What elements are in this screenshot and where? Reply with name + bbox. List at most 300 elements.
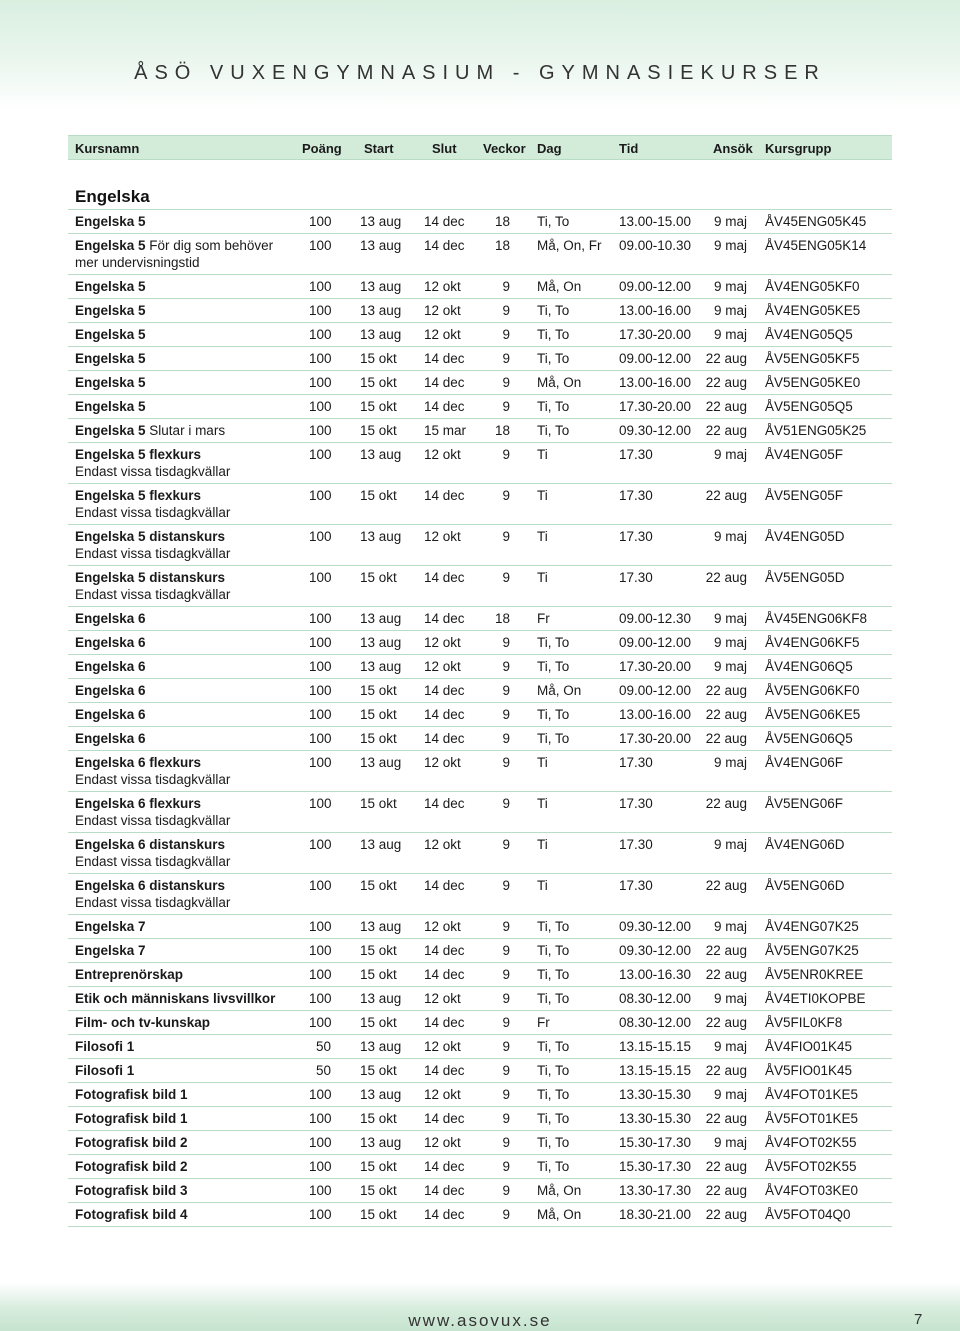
cell-points: 100 <box>309 683 332 698</box>
col-header-start: Start <box>364 141 394 156</box>
cell-time: 09.00-12.30 <box>619 611 692 626</box>
cell-group: ÅV4ENG05Q5 <box>765 327 853 342</box>
course-name: Fotografisk bild 2 <box>75 1159 188 1174</box>
cell-course-name <box>75 1111 188 1126</box>
cell-weeks: 9 <box>502 1159 510 1174</box>
cell-points: 100 <box>309 991 332 1006</box>
cell-course-name <box>75 796 201 811</box>
cell-group: ÅV45ENG06KF8 <box>765 611 868 626</box>
cell-apply: 9 maj <box>713 919 747 934</box>
cell-start: 13 aug <box>360 919 402 934</box>
table-row <box>68 1203 892 1227</box>
cell-end: 14 dec <box>424 611 465 626</box>
cell-end: 15 mar <box>424 423 467 438</box>
cell-group: ÅV45ENG05K14 <box>765 238 867 253</box>
table-header <box>68 135 892 160</box>
cell-apply: 22 aug <box>705 707 747 722</box>
cell-points: 100 <box>309 570 332 585</box>
cell-apply: 9 maj <box>713 611 747 626</box>
table-row <box>68 1131 892 1155</box>
cell-course-name <box>75 529 225 544</box>
cell-course-name <box>75 214 146 229</box>
table-row <box>68 1155 892 1179</box>
cell-group: ÅV4ENG05KF0 <box>765 279 860 294</box>
table-row <box>68 299 892 323</box>
cell-day: Ti, To <box>537 659 570 674</box>
table-row <box>68 939 892 963</box>
cell-end: 14 dec <box>424 943 465 958</box>
course-name: Film- och tv-kunskap <box>75 1015 211 1030</box>
course-name: Engelska 6 <box>75 707 146 722</box>
cell-apply: 9 maj <box>713 837 747 852</box>
cell-course-name <box>75 327 146 342</box>
cell-time: 18.30-21.00 <box>619 1207 692 1222</box>
cell-start: 15 okt <box>360 1183 397 1198</box>
cell-group: ÅV4ENG05KE5 <box>765 303 861 318</box>
course-subnote: Endast vissa tisdagkvällar <box>75 505 231 520</box>
course-name: Filosofi 1 <box>75 1039 135 1054</box>
course-name: Filosofi 1 <box>75 1063 135 1078</box>
cell-course-name <box>75 351 146 366</box>
cell-course-name <box>75 1039 134 1054</box>
cell-course-name <box>75 375 146 390</box>
footer-url[interactable]: www.asovux.se <box>408 1311 552 1330</box>
cell-time: 17.30-20.00 <box>619 327 692 342</box>
page-number: 7 <box>914 1311 923 1328</box>
cell-points: 100 <box>309 1087 332 1102</box>
cell-start: 15 okt <box>360 1111 397 1126</box>
cell-end: 12 okt <box>424 991 461 1006</box>
cell-apply: 22 aug <box>705 351 747 366</box>
cell-day: Fr <box>537 1015 550 1030</box>
col-header-day: Dag <box>537 141 562 156</box>
cell-weeks: 9 <box>502 327 510 342</box>
course-subnote: Endast vissa tisdagkvällar <box>75 895 231 910</box>
cell-day: Må, On <box>537 279 582 294</box>
cell-start: 13 aug <box>360 1135 402 1150</box>
course-name: Engelska 5 <box>75 423 146 438</box>
cell-start: 13 aug <box>360 327 402 342</box>
course-name: Fotografisk bild 4 <box>75 1207 188 1222</box>
cell-apply: 22 aug <box>705 967 747 982</box>
cell-points: 100 <box>309 1159 332 1174</box>
cell-day: Ti, To <box>537 351 570 366</box>
cell-points: 100 <box>309 796 332 811</box>
header-band <box>0 0 960 110</box>
cell-group: ÅV4FOT01KE5 <box>765 1087 859 1102</box>
section-title: Engelska <box>75 187 150 206</box>
cell-day: Ti, To <box>537 967 570 982</box>
course-subnote: Endast vissa tisdagkvällar <box>75 854 231 869</box>
cell-course-name <box>75 878 225 893</box>
cell-end: 12 okt <box>424 659 461 674</box>
cell-apply: 9 maj <box>713 529 747 544</box>
cell-points: 50 <box>315 1039 331 1054</box>
cell-day: Ti, To <box>537 1111 570 1126</box>
cell-time: 17.30 <box>619 447 653 462</box>
course-subnote: Endast vissa tisdagkvällar <box>75 772 231 787</box>
cell-end: 14 dec <box>424 1111 465 1126</box>
cell-day: Ti, To <box>537 1063 570 1078</box>
cell-points: 100 <box>309 447 332 462</box>
cell-time: 17.30-20.00 <box>619 731 692 746</box>
cell-time: 17.30-20.00 <box>619 399 692 414</box>
cell-points: 100 <box>309 1207 332 1222</box>
cell-start: 15 okt <box>360 1159 397 1174</box>
cell-start: 15 okt <box>360 1063 397 1078</box>
course-name: Fotografisk bild 2 <box>75 1135 188 1150</box>
cell-weeks: 9 <box>502 488 510 503</box>
course-name: Fotografisk bild 3 <box>75 1183 188 1198</box>
cell-start: 13 aug <box>360 635 402 650</box>
course-name: Engelska 6 <box>75 731 146 746</box>
cell-weeks: 9 <box>502 351 510 366</box>
cell-time: 09.30-12.00 <box>619 423 692 438</box>
cell-course-name <box>75 755 201 770</box>
cell-apply: 22 aug <box>705 1015 747 1030</box>
course-name: Entreprenörskap <box>75 967 184 982</box>
cell-start: 15 okt <box>360 943 397 958</box>
cell-points: 100 <box>309 1015 332 1030</box>
cell-group: ÅV4ENG06Q5 <box>765 659 853 674</box>
course-name: Engelska 6 <box>75 659 146 674</box>
course-name: Engelska 5 flexkurs <box>75 447 202 462</box>
cell-time: 15.30-17.30 <box>619 1135 692 1150</box>
cell-time: 17.30 <box>619 529 653 544</box>
course-name: Engelska 5 <box>75 375 146 390</box>
cell-points: 100 <box>309 375 332 390</box>
course-name: Engelska 6 <box>75 611 146 626</box>
cell-apply: 9 maj <box>713 327 747 342</box>
cell-day: Ti, To <box>537 943 570 958</box>
cell-points: 50 <box>315 1063 331 1078</box>
table-row <box>68 1035 892 1059</box>
cell-end: 14 dec <box>424 214 465 229</box>
cell-group: ÅV4FOT03KE0 <box>765 1183 859 1198</box>
cell-day: Ti <box>537 878 548 893</box>
cell-group: ÅV4ENG05F <box>765 447 844 462</box>
cell-weeks: 9 <box>502 878 510 893</box>
course-name: Engelska 5 <box>75 303 146 318</box>
cell-apply: 22 aug <box>705 1111 747 1126</box>
course-name: Engelska 7 <box>75 943 146 958</box>
cell-time: 08.30-12.00 <box>619 1015 692 1030</box>
table-row <box>68 484 892 525</box>
cell-apply: 9 maj <box>713 755 747 770</box>
cell-start: 15 okt <box>360 399 397 414</box>
cell-points: 100 <box>309 529 332 544</box>
cell-weeks: 18 <box>494 423 510 438</box>
page-title: ÅSÖ VUXENGYMNASIUM - GYMNASIEKURSER <box>134 62 826 84</box>
section-heading <box>68 160 892 210</box>
cell-start: 15 okt <box>360 878 397 893</box>
cell-end: 14 dec <box>424 238 465 253</box>
course-name: Engelska 7 <box>75 919 146 934</box>
cell-weeks: 9 <box>502 919 510 934</box>
cell-day: Ti, To <box>537 423 570 438</box>
cell-end: 12 okt <box>424 447 461 462</box>
cell-weeks: 9 <box>502 1087 510 1102</box>
cell-start: 15 okt <box>360 570 397 585</box>
cell-points: 100 <box>309 1135 332 1150</box>
cell-course-name <box>75 423 225 438</box>
cell-time: 09.00-12.00 <box>619 351 692 366</box>
cell-day: Ti <box>537 837 548 852</box>
cell-apply: 9 maj <box>713 635 747 650</box>
cell-course-name <box>75 1015 210 1030</box>
cell-end: 14 dec <box>424 878 465 893</box>
cell-day: Må, On <box>537 375 582 390</box>
cell-day: Ti, To <box>537 1135 570 1150</box>
table-row <box>68 1011 892 1035</box>
course-name: Engelska 5 <box>75 327 146 342</box>
table-row <box>68 1107 892 1131</box>
cell-end: 12 okt <box>424 327 461 342</box>
cell-start: 15 okt <box>360 1207 397 1222</box>
cell-start: 13 aug <box>360 214 402 229</box>
course-subnote: Endast vissa tisdagkvällar <box>75 464 231 479</box>
cell-apply: 22 aug <box>705 488 747 503</box>
cell-group: ÅV5ENG05KE0 <box>765 375 861 390</box>
cell-end: 14 dec <box>424 796 465 811</box>
table-row <box>68 323 892 347</box>
cell-weeks: 9 <box>502 635 510 650</box>
cell-start: 13 aug <box>360 529 402 544</box>
cell-end: 12 okt <box>424 1135 461 1150</box>
cell-end: 12 okt <box>424 919 461 934</box>
cell-course-name <box>75 1159 188 1174</box>
cell-weeks: 9 <box>502 375 510 390</box>
cell-group: ÅV5FOT02K55 <box>765 1159 857 1174</box>
col-header-apply: Ansök <box>713 141 753 156</box>
cell-apply: 9 maj <box>713 214 747 229</box>
cell-apply: 22 aug <box>705 731 747 746</box>
cell-end: 12 okt <box>424 279 461 294</box>
cell-day: Ti, To <box>537 399 570 414</box>
table-row <box>68 395 892 419</box>
cell-day: Ti <box>537 529 548 544</box>
cell-apply: 22 aug <box>705 683 747 698</box>
cell-course-name <box>75 707 146 722</box>
cell-apply: 22 aug <box>705 375 747 390</box>
cell-day: Ti, To <box>537 731 570 746</box>
cell-time: 13.15-15.15 <box>619 1063 692 1078</box>
cell-day: Ti <box>537 755 548 770</box>
cell-start: 13 aug <box>360 1087 402 1102</box>
cell-day: Ti, To <box>537 707 570 722</box>
cell-group: ÅV4ENG06F <box>765 755 844 770</box>
cell-end: 12 okt <box>424 529 461 544</box>
cell-course-name <box>75 570 225 585</box>
cell-start: 15 okt <box>360 1015 397 1030</box>
cell-apply: 9 maj <box>713 659 747 674</box>
cell-time: 17.30 <box>619 837 653 852</box>
cell-points: 100 <box>309 731 332 746</box>
cell-end: 12 okt <box>424 837 461 852</box>
cell-weeks: 9 <box>502 943 510 958</box>
cell-weeks: 9 <box>502 731 510 746</box>
cell-group: ÅV5FIL0KF8 <box>765 1015 843 1030</box>
cell-course-name <box>75 279 146 294</box>
cell-apply: 22 aug <box>705 1063 747 1078</box>
cell-day: Ti <box>537 447 548 462</box>
cell-end: 14 dec <box>424 399 465 414</box>
cell-course-name <box>75 1135 188 1150</box>
cell-start: 15 okt <box>360 423 397 438</box>
cell-time: 13.00-16.30 <box>619 967 692 982</box>
cell-course-name <box>75 991 275 1006</box>
cell-end: 14 dec <box>424 707 465 722</box>
course-note: För dig som behöver <box>145 238 274 253</box>
cell-points: 100 <box>309 423 332 438</box>
cell-start: 13 aug <box>360 611 402 626</box>
cell-time: 09.00-12.00 <box>619 683 692 698</box>
cell-course-name <box>75 943 146 958</box>
table-row <box>68 631 892 655</box>
course-name: Etik och människans livsvillkor <box>75 991 276 1006</box>
table-row <box>68 275 892 299</box>
col-header-name: Kursnamn <box>75 141 140 156</box>
cell-weeks: 9 <box>502 1207 510 1222</box>
cell-apply: 22 aug <box>705 399 747 414</box>
cell-day: Ti, To <box>537 919 570 934</box>
cell-points: 100 <box>309 659 332 674</box>
col-header-points: Poäng <box>302 141 342 156</box>
cell-start: 15 okt <box>360 351 397 366</box>
cell-start: 13 aug <box>360 279 402 294</box>
cell-start: 15 okt <box>360 375 397 390</box>
cell-day: Ti, To <box>537 214 570 229</box>
cell-points: 100 <box>309 488 332 503</box>
col-header-end: Slut <box>432 141 457 156</box>
table-row <box>68 679 892 703</box>
cell-day: Ti <box>537 796 548 811</box>
course-name: Engelska 5 distanskurs <box>75 570 226 585</box>
cell-weeks: 9 <box>502 303 510 318</box>
cell-apply: 9 maj <box>713 1135 747 1150</box>
course-name: Engelska 5 <box>75 279 146 294</box>
cell-end: 14 dec <box>424 1159 465 1174</box>
course-name: Engelska 5 <box>75 399 146 414</box>
cell-day: Ti <box>537 570 548 585</box>
cell-end: 14 dec <box>424 351 465 366</box>
table-row <box>68 566 892 607</box>
course-name: Engelska 6 distanskurs <box>75 878 226 893</box>
table-row <box>68 874 892 915</box>
cell-start: 15 okt <box>360 683 397 698</box>
cell-course-name <box>75 635 146 650</box>
cell-start: 15 okt <box>360 488 397 503</box>
cell-group: ÅV5FOT01KE5 <box>765 1111 859 1126</box>
cell-day: Ti, To <box>537 303 570 318</box>
cell-end: 14 dec <box>424 683 465 698</box>
course-name: Engelska 6 <box>75 683 146 698</box>
cell-weeks: 9 <box>502 991 510 1006</box>
cell-time: 17.30 <box>619 796 653 811</box>
cell-weeks: 9 <box>502 1039 510 1054</box>
table-row <box>68 655 892 679</box>
cell-day: Ti, To <box>537 635 570 650</box>
course-name: Fotografisk bild 1 <box>75 1087 188 1102</box>
cell-start: 15 okt <box>360 967 397 982</box>
table-row <box>68 915 892 939</box>
table-row <box>68 443 892 484</box>
cell-end: 14 dec <box>424 1183 465 1198</box>
table-row <box>68 833 892 874</box>
cell-time: 13.00-15.00 <box>619 214 692 229</box>
course-note: Slutar i mars <box>145 423 226 438</box>
cell-course-name <box>75 447 201 462</box>
cell-end: 12 okt <box>424 635 461 650</box>
cell-group: ÅV5ENG06KE5 <box>765 707 861 722</box>
cell-points: 100 <box>309 1111 332 1126</box>
cell-points: 100 <box>309 327 332 342</box>
cell-group: ÅV5ENG06D <box>765 878 845 893</box>
cell-group: ÅV5ENG05F <box>765 488 844 503</box>
table-row <box>68 1083 892 1107</box>
cell-weeks: 9 <box>502 707 510 722</box>
cell-group: ÅV5FOT04Q0 <box>765 1207 851 1222</box>
cell-group: ÅV4ETI0KOPBE <box>765 991 866 1006</box>
cell-group: ÅV4ENG05D <box>765 529 845 544</box>
cell-weeks: 9 <box>502 447 510 462</box>
cell-course-name <box>75 399 146 414</box>
cell-course-name <box>75 1207 188 1222</box>
cell-day: Ti, To <box>537 1039 570 1054</box>
table-row <box>68 371 892 395</box>
cell-weeks: 9 <box>502 1015 510 1030</box>
table-row <box>68 963 892 987</box>
cell-day: Ti <box>537 488 548 503</box>
cell-end: 14 dec <box>424 1207 465 1222</box>
cell-group: ÅV51ENG05K25 <box>765 423 867 438</box>
table-body <box>68 210 892 1227</box>
cell-day: Må, On <box>537 683 582 698</box>
course-name: Engelska 5 <box>75 238 146 253</box>
cell-group: ÅV5ENG05KF5 <box>765 351 860 366</box>
cell-start: 15 okt <box>360 707 397 722</box>
cell-day: Ti, To <box>537 1087 570 1102</box>
cell-apply: 22 aug <box>705 1183 747 1198</box>
cell-weeks: 9 <box>502 1183 510 1198</box>
cell-group: ÅV5ENG05Q5 <box>765 399 853 414</box>
cell-group: ÅV4FOT02K55 <box>765 1135 857 1150</box>
cell-course-name <box>75 731 146 746</box>
cell-time: 17.30 <box>619 755 653 770</box>
cell-points: 100 <box>309 279 332 294</box>
course-name: Engelska 6 flexkurs <box>75 796 202 811</box>
cell-course-name <box>75 659 146 674</box>
cell-end: 14 dec <box>424 1063 465 1078</box>
cell-apply: 22 aug <box>705 878 747 893</box>
course-subnote: Endast vissa tisdagkvällar <box>75 546 231 561</box>
cell-start: 13 aug <box>360 659 402 674</box>
course-name: Engelska 5 flexkurs <box>75 488 202 503</box>
cell-time: 09.00-10.30 <box>619 238 692 253</box>
cell-time: 13.30-15.30 <box>619 1111 692 1126</box>
cell-time: 09.30-12.00 <box>619 919 692 934</box>
cell-time: 08.30-12.00 <box>619 991 692 1006</box>
table-row <box>68 1179 892 1203</box>
cell-weeks: 9 <box>502 570 510 585</box>
cell-course-name <box>75 611 146 626</box>
cell-end: 12 okt <box>424 303 461 318</box>
cell-weeks: 9 <box>502 755 510 770</box>
table-row <box>68 987 892 1011</box>
cell-time: 13.30-15.30 <box>619 1087 692 1102</box>
cell-time: 17.30 <box>619 488 653 503</box>
cell-apply: 22 aug <box>705 1159 747 1174</box>
